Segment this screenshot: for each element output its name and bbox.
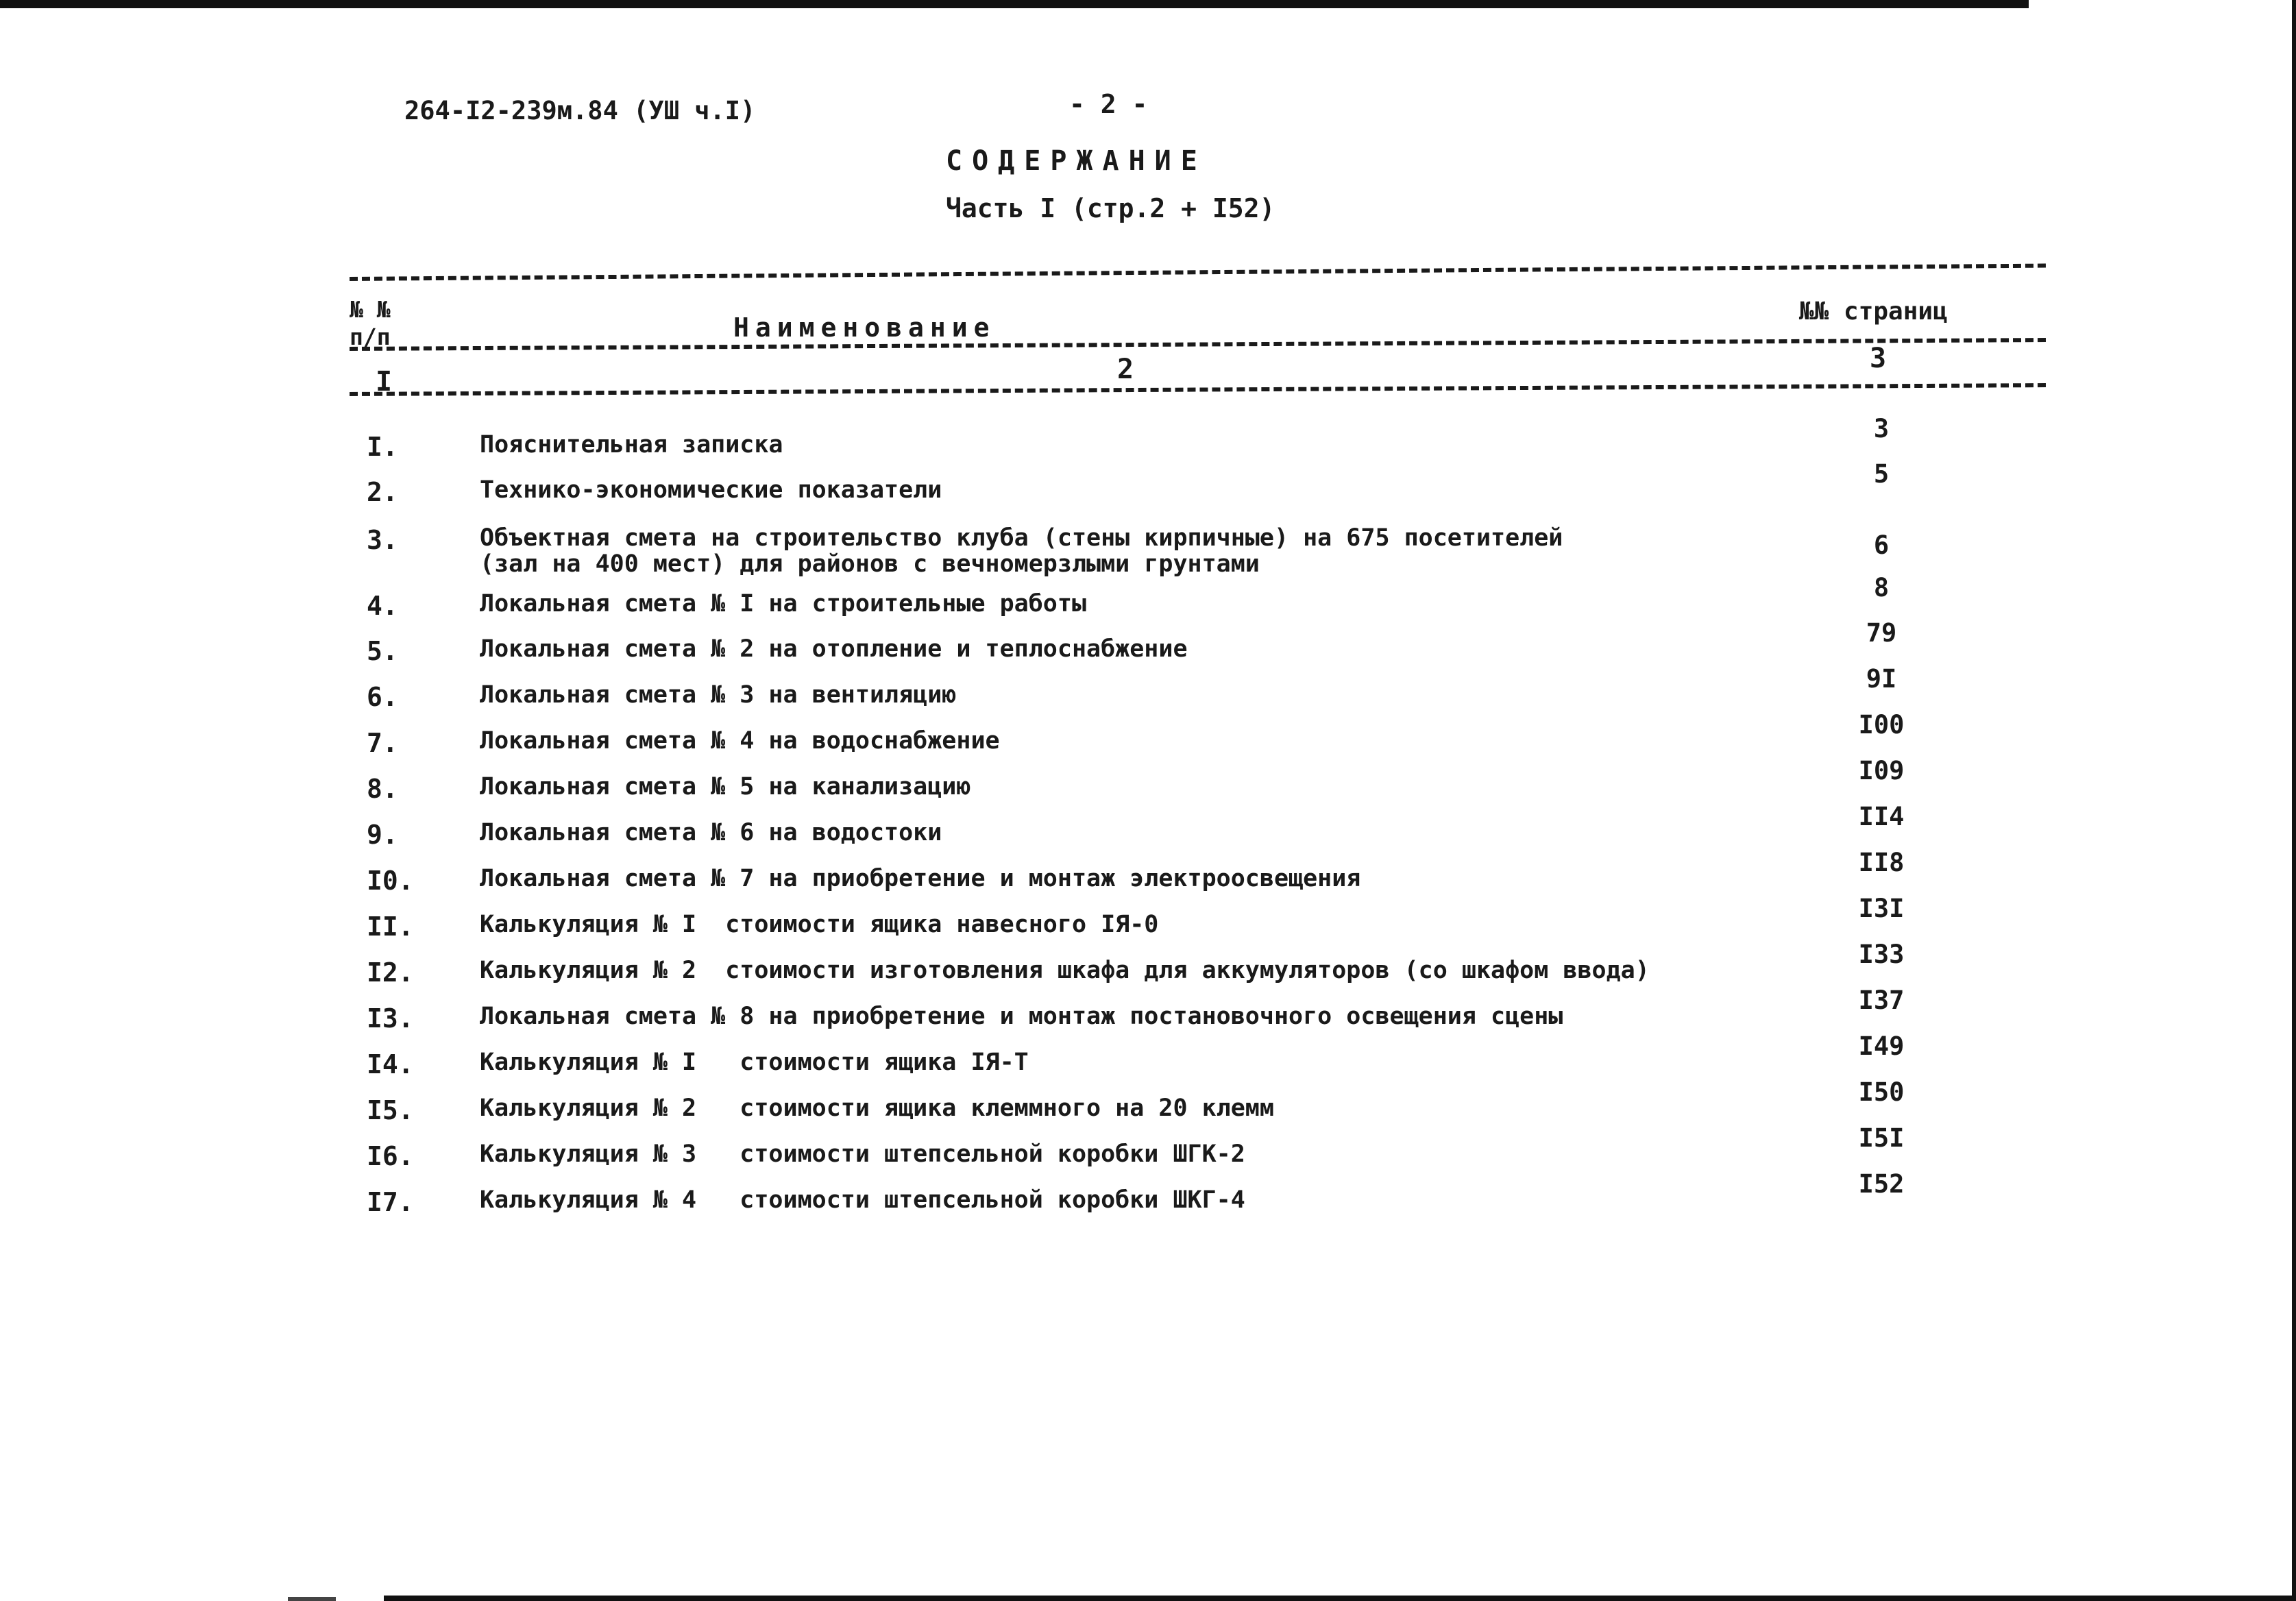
column-index-3: 3 <box>1870 343 1887 374</box>
row-page: 6 <box>1873 530 1890 560</box>
table-row <box>0 802 2296 861</box>
row-page: I50 <box>1858 1077 1905 1107</box>
row-number: I. <box>367 432 398 462</box>
column-header-pages: №№ страниц <box>1799 297 1948 326</box>
row-title: Технико-экономические показатели <box>480 476 942 504</box>
page-subtitle: Часть I (стр.2 + I52) <box>946 193 1275 223</box>
row-number: I4. <box>367 1049 414 1079</box>
scan-edge-top <box>0 0 2029 8</box>
table-row <box>0 1123 2296 1182</box>
row-number: II. <box>367 912 414 942</box>
row-number: I6. <box>367 1141 414 1171</box>
table-row <box>0 664 2296 723</box>
row-number: 5. <box>367 636 398 666</box>
table-row <box>0 940 2296 999</box>
row-number: 8. <box>367 774 398 804</box>
column-header-number: № № п/п <box>350 296 391 350</box>
row-number: 4. <box>367 591 398 621</box>
row-page: 3 <box>1873 414 1890 443</box>
scan-edge-bottom <box>384 1596 2296 1601</box>
row-title: Локальная смета № 5 на канализацию <box>480 773 971 800</box>
table-rule-top <box>350 264 2046 281</box>
row-title: Калькуляция № 2 стоимости ящика клеммного на 20 клемм <box>480 1095 1274 1122</box>
row-number: I5. <box>367 1095 414 1125</box>
row-page: II8 <box>1858 848 1905 877</box>
table-row <box>0 1169 2296 1228</box>
row-page: I37 <box>1858 986 1905 1015</box>
row-number: 9. <box>367 820 398 850</box>
row-number: I0. <box>367 866 414 896</box>
table-row <box>0 618 2296 677</box>
row-title: Локальная смета № I на строительные работы <box>480 590 1087 618</box>
page-title: СОДЕРЖАНИЕ <box>946 145 1207 177</box>
table-row <box>0 573 2296 632</box>
row-title: Калькуляция № 3 стоимости штепсельной коробки ШГК-2 <box>480 1140 1245 1168</box>
document-code: 264-I2-239м.84 (УШ ч.I) <box>404 96 756 125</box>
row-title: Калькуляция № I стоимости ящика IЯ-Т <box>480 1049 1029 1076</box>
table-row <box>0 1031 2296 1090</box>
scan-edge-bottom-mark <box>288 1597 336 1601</box>
row-title: Пояснительная записка <box>480 431 783 459</box>
row-page: 9I <box>1866 664 1897 694</box>
row-title: Локальная смета № 6 на водостоки <box>480 819 942 846</box>
page-number: - 2 - <box>1069 89 1148 119</box>
row-page: 79 <box>1866 618 1897 648</box>
row-page: I3I <box>1858 894 1905 923</box>
table-row <box>0 710 2296 769</box>
table-row <box>0 848 2296 907</box>
table-row <box>0 414 2296 473</box>
column-index-2: 2 <box>1117 354 1134 385</box>
row-page: I09 <box>1858 756 1905 785</box>
row-number: I7. <box>367 1187 414 1217</box>
row-title: Локальная смета № 2 на отопление и теплоснабжение <box>480 635 1188 663</box>
table-row <box>0 894 2296 953</box>
row-title: Калькуляция № I стоимости ящика навесного IЯ-0 <box>480 911 1159 938</box>
table-row <box>0 459 2296 518</box>
row-title: Калькуляция № 4 стоимости штепсельной коробки ШКГ-4 <box>480 1186 1245 1214</box>
row-page: I49 <box>1858 1031 1905 1061</box>
column-index-1: I <box>376 366 393 398</box>
table-rule-bottom <box>350 383 2046 396</box>
row-title: Локальная смета № 7 на приобретение и монтаж электроосвещения <box>480 865 1361 892</box>
table-row <box>0 524 2296 578</box>
row-title: Локальная смета № 4 на водоснабжение <box>480 727 1000 755</box>
column-header-name: Наименование <box>733 313 996 343</box>
table-row <box>0 756 2296 815</box>
table-rule-mid <box>350 338 2046 351</box>
row-page: I33 <box>1858 940 1905 969</box>
row-number: 7. <box>367 728 398 758</box>
row-title: Локальная смета № 3 на вентиляцию <box>480 681 957 709</box>
table-row <box>0 986 2296 1044</box>
row-page: II4 <box>1858 802 1905 831</box>
row-number: 3. <box>367 525 398 555</box>
row-number: I3. <box>367 1003 414 1034</box>
row-page: 8 <box>1873 573 1890 602</box>
row-number: I2. <box>367 957 414 988</box>
row-page: I00 <box>1858 710 1905 740</box>
row-title: Локальная смета № 8 на приобретение и монтаж постановочного освещения сцены <box>480 1003 1563 1030</box>
row-number: 2. <box>367 477 398 507</box>
row-number: 6. <box>367 682 398 712</box>
row-page: I52 <box>1858 1169 1905 1199</box>
row-title: Калькуляция № 2 стоимости изготовления шкафа для аккумуляторов (со шкафом ввода) <box>480 957 1650 984</box>
row-page: 5 <box>1873 459 1890 489</box>
row-title: Объектная смета на строительство клуба (стены кирпичные) на 675 посетителей (зал на 400 мест) для районов с вечномерзлыми грунтами <box>480 524 1563 578</box>
row-page: I5I <box>1858 1123 1905 1153</box>
table-row <box>0 1077 2296 1136</box>
